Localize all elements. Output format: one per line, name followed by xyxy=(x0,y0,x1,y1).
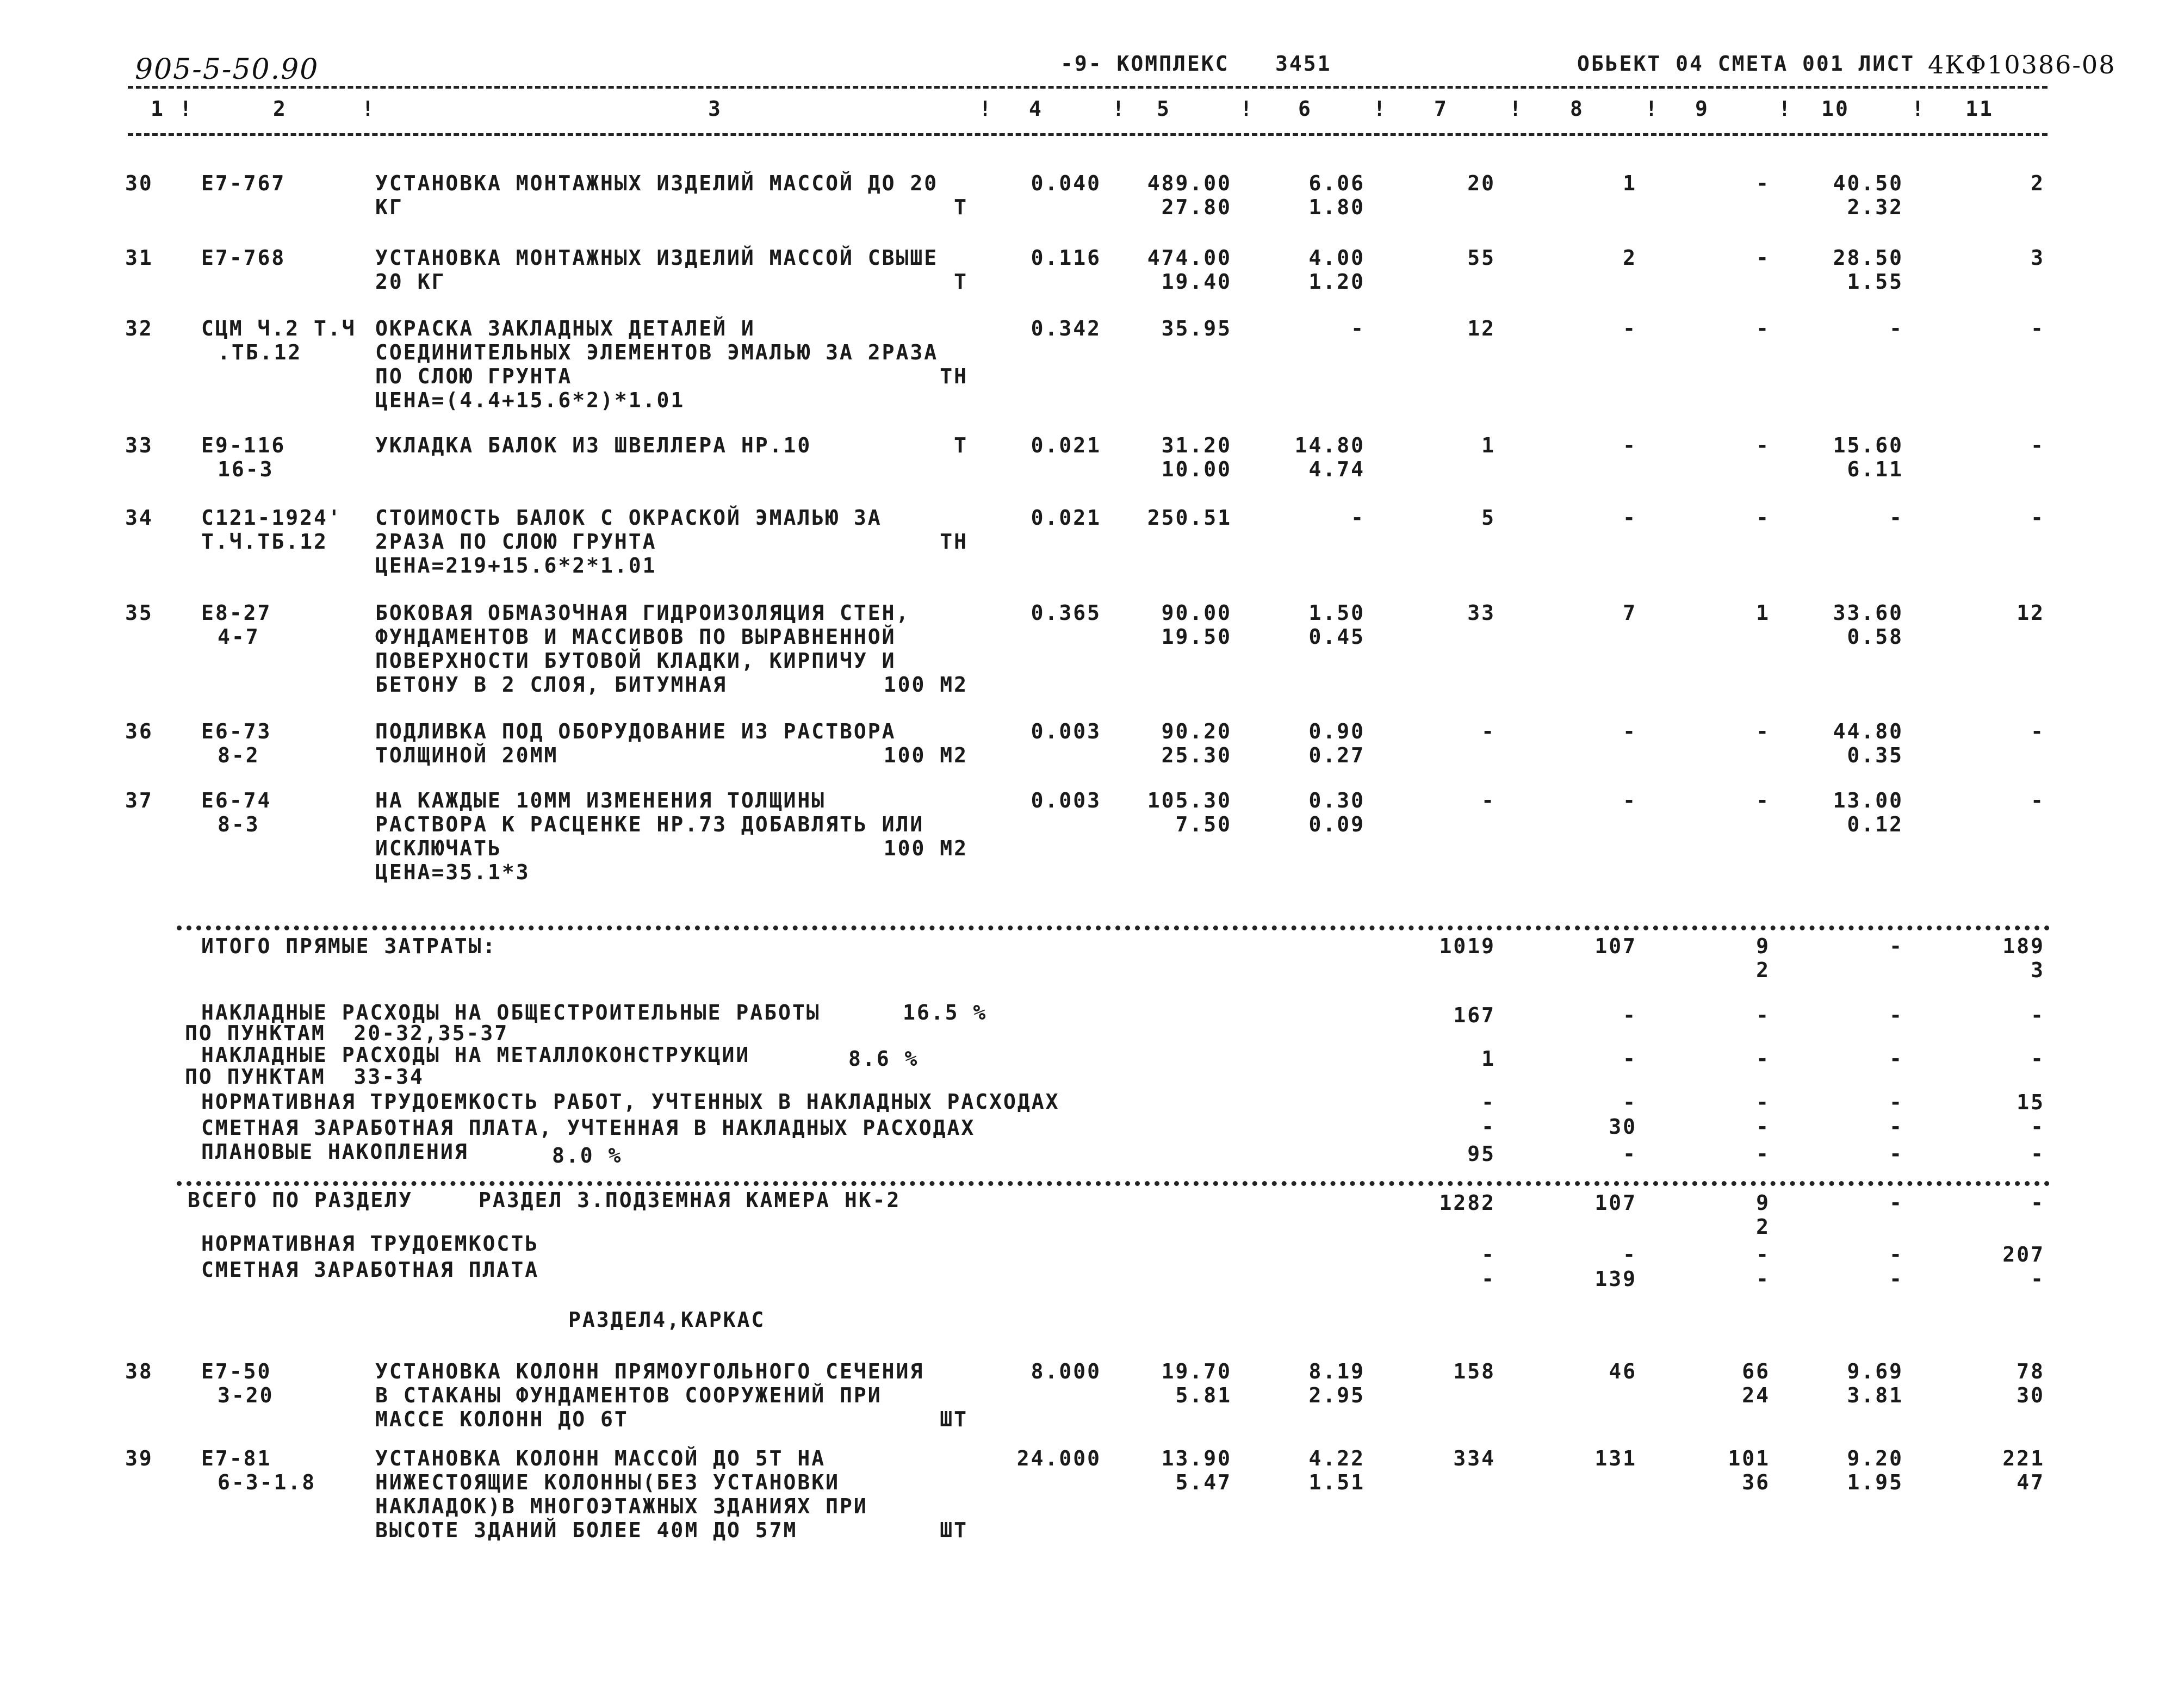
unit: 100 М2 xyxy=(883,743,968,767)
overhead-r5-col8: - xyxy=(1623,1142,1637,1166)
sheet-code: 4КФ10386-08 xyxy=(1928,50,2116,79)
column-separator: ! xyxy=(1509,97,1523,121)
col11-value: 3 xyxy=(2031,246,2045,270)
itogo-col9: 2 xyxy=(1756,958,1770,982)
col9-value: - xyxy=(1756,433,1770,457)
row-number: 30 xyxy=(125,171,153,195)
price-code: Е7-768 xyxy=(201,246,286,270)
overhead-r1-col10: - xyxy=(1889,1003,1903,1027)
price-code: Е7-767 xyxy=(201,171,286,195)
col10-value: 0.12 xyxy=(1847,812,1903,836)
itogo-col10: - xyxy=(1889,934,1903,958)
norm-r1-col9: - xyxy=(1756,1243,1770,1266)
price-code: СЦМ Ч.2 Т.Ч xyxy=(201,316,356,340)
work-description: ЦЕНА=35.1*3 xyxy=(375,860,530,884)
work-description: ТОЛЩИНОЙ 20ММ xyxy=(375,743,559,767)
quantity: 0.021 xyxy=(1031,433,1101,457)
column-header-1: 1 xyxy=(151,97,165,121)
overhead-line-2: ПО ПУНКТАМ 20-32,35-37 xyxy=(185,1021,509,1045)
col8-value: - xyxy=(1623,719,1637,743)
overhead-r1-col9: - xyxy=(1756,1003,1770,1027)
overhead-r5-col11: - xyxy=(2031,1142,2045,1166)
col6-value: 1.80 xyxy=(1308,195,1365,219)
col9-value: 24 xyxy=(1742,1383,1770,1407)
overhead-r4-col10: - xyxy=(1889,1115,1903,1139)
col8-value: - xyxy=(1623,506,1637,530)
row-number: 36 xyxy=(125,719,153,743)
col5-value: 19.50 xyxy=(1161,625,1232,649)
col11-value: - xyxy=(2031,788,2045,812)
overhead-r2-col10: - xyxy=(1889,1047,1903,1071)
quantity: 0.040 xyxy=(1031,171,1101,195)
overhead-line-4: ПО ПУНКТАМ 33-34 xyxy=(185,1065,424,1089)
price-code: 8-3 xyxy=(218,812,260,836)
col10-value: 3.81 xyxy=(1847,1383,1903,1407)
unit: ШТ xyxy=(940,1407,968,1431)
col10-value: 0.35 xyxy=(1847,743,1903,767)
col6-value: - xyxy=(1351,316,1365,340)
work-description: КГ xyxy=(375,195,404,219)
col6-value: 4.22 xyxy=(1308,1446,1365,1470)
unit: Т xyxy=(954,433,968,457)
col5-value: 90.00 xyxy=(1161,601,1232,625)
overhead-r1-col8: - xyxy=(1623,1003,1637,1027)
column-header-10: 10 xyxy=(1821,97,1850,121)
price-code: Т.Ч.ТБ.12 xyxy=(201,530,328,554)
col9-value: - xyxy=(1756,506,1770,530)
row-number: 32 xyxy=(125,316,153,340)
column-separator: ! xyxy=(1912,97,1926,121)
col11-value: 2 xyxy=(2031,171,2045,195)
unit: 100 М2 xyxy=(883,836,968,860)
overhead-r5-col9: - xyxy=(1756,1142,1770,1166)
quantity: 0.003 xyxy=(1031,788,1101,812)
quantity: 8.000 xyxy=(1031,1359,1101,1383)
work-description: ОКРАСКА ЗАКЛАДНЫХ ДЕТАЛЕЙ И xyxy=(375,316,755,340)
col5-value: 5.47 xyxy=(1175,1470,1232,1494)
price-code: 4-7 xyxy=(218,625,260,649)
col7-value: 33 xyxy=(1467,601,1496,625)
col7-value: 158 xyxy=(1453,1359,1496,1383)
col11-value: 30 xyxy=(2017,1383,2045,1407)
work-description: ПОДЛИВКА ПОД ОБОРУДОВАНИЕ ИЗ РАСТВОРА xyxy=(375,719,896,743)
unit: ТН xyxy=(940,530,968,554)
itogo-col11: 189 xyxy=(2002,934,2045,958)
overhead-r5-col10: - xyxy=(1889,1142,1903,1166)
col6-value: 14.80 xyxy=(1294,433,1365,457)
work-description: ПОВЕРХНОСТИ БУТОВОЙ КЛАДКИ, КИРПИЧУ И xyxy=(375,649,896,673)
col7-value: 20 xyxy=(1467,171,1496,195)
row-number: 37 xyxy=(125,788,153,812)
col11-value: 47 xyxy=(2017,1470,2045,1494)
col5-value: 35.95 xyxy=(1161,316,1232,340)
row-number: 38 xyxy=(125,1359,153,1383)
work-description: ПО СЛОЮ ГРУНТА xyxy=(375,364,573,388)
price-code: С121-1924' xyxy=(201,506,342,530)
col7-value: 334 xyxy=(1453,1446,1496,1470)
vsego-section: РАЗДЕЛ 3.ПОДЗЕМНАЯ КАМЕРА НК-2 xyxy=(479,1188,901,1212)
overhead-r4-col7: - xyxy=(1481,1115,1496,1139)
col9-value: 66 xyxy=(1742,1359,1770,1383)
column-header-8: 8 xyxy=(1570,97,1584,121)
row-number: 34 xyxy=(125,506,153,530)
col10-value: 13.00 xyxy=(1833,788,1903,812)
price-code: Е6-74 xyxy=(201,788,272,812)
column-header-9: 9 xyxy=(1695,97,1709,121)
norm-r2-col9: - xyxy=(1756,1267,1770,1291)
col7-value: 1 xyxy=(1481,433,1496,457)
complex-number: 3451 xyxy=(1275,52,1332,76)
work-description: ИСКЛЮЧАТЬ xyxy=(375,836,502,860)
col5-value: 5.81 xyxy=(1175,1383,1232,1407)
overhead-line-5: НОРМАТИВНАЯ ТРУДОЕМКОСТЬ РАБОТ, УЧТЕННЫХ В НАКЛАДНЫХ РАСХОДАХ xyxy=(201,1090,1060,1114)
unit: ТН xyxy=(940,364,968,388)
price-code: 8-2 xyxy=(218,743,260,767)
col9-value: - xyxy=(1756,246,1770,270)
norm-line-2: СМЕТНАЯ ЗАРАБОТНАЯ ПЛАТА xyxy=(201,1258,539,1282)
overhead-line-3: НАКЛАДНЫЕ РАСХОДЫ НА МЕТАЛЛОКОНСТРУКЦИИ xyxy=(201,1043,750,1067)
col5-value: 7.50 xyxy=(1175,812,1232,836)
norm-r2-col8: 139 xyxy=(1594,1267,1637,1291)
norm-r2-col10: - xyxy=(1889,1267,1903,1291)
col5-value: 19.40 xyxy=(1161,270,1232,294)
overhead-r1-col11: - xyxy=(2031,1003,2045,1027)
column-header-5: 5 xyxy=(1157,97,1171,121)
row-number: 31 xyxy=(125,246,153,270)
col9-value: - xyxy=(1756,316,1770,340)
col6-value: 1.50 xyxy=(1308,601,1365,625)
overhead-r4-col8: 30 xyxy=(1609,1115,1637,1139)
work-description: 20 КГ xyxy=(375,270,446,294)
column-header-4: 4 xyxy=(1029,97,1043,121)
header-rule-top xyxy=(128,86,2047,89)
col6-value: 4.00 xyxy=(1308,246,1365,270)
col5-value: 13.90 xyxy=(1161,1446,1232,1470)
column-separator: ! xyxy=(1778,97,1792,121)
col6-value: 6.06 xyxy=(1308,171,1365,195)
col8-value: - xyxy=(1623,316,1637,340)
col9-value: 1 xyxy=(1756,601,1770,625)
col10-value: 6.11 xyxy=(1847,457,1903,481)
itogo-label: ИТОГО ПРЯМЫЕ ЗАТРАТЫ: xyxy=(201,934,497,958)
work-description: СОЕДИНИТЕЛЬНЫХ ЭЛЕМЕНТОВ ЭМАЛЬЮ ЗА 2РАЗА xyxy=(375,340,939,364)
unit: Т xyxy=(954,195,968,219)
work-description: НИЖЕСТОЯЩИЕ КОЛОННЫ(БЕЗ УСТАНОВКИ xyxy=(375,1470,840,1494)
col10-value: 1.55 xyxy=(1847,270,1903,294)
col5-value: 19.70 xyxy=(1161,1359,1232,1383)
overhead-r3-col10: - xyxy=(1889,1090,1903,1114)
overhead-r3-col7: - xyxy=(1481,1090,1496,1114)
work-description: 2РАЗА ПО СЛОЮ ГРУНТА xyxy=(375,530,657,554)
col10-value: - xyxy=(1889,506,1903,530)
overhead-line-1: НАКЛАДНЫЕ РАСХОДЫ НА ОБЩЕСТРОИТЕЛЬНЫЕ РАБОТЫ xyxy=(201,1001,821,1024)
overhead-r4-col9: - xyxy=(1756,1115,1770,1139)
overhead-r2-col9: - xyxy=(1756,1047,1770,1071)
norm-r1-col11: 207 xyxy=(2002,1243,2045,1266)
column-header-2: 2 xyxy=(273,97,287,121)
overhead-pct-3: 8.6 % xyxy=(848,1047,919,1071)
col10-value: 15.60 xyxy=(1833,433,1903,457)
work-description: БЕТОНУ В 2 СЛОЯ, БИТУМНАЯ xyxy=(375,673,727,697)
overhead-r2-col8: - xyxy=(1623,1047,1637,1071)
col5-value: 250.51 xyxy=(1147,506,1232,530)
price-code: Е6-73 xyxy=(201,719,272,743)
col9-value: - xyxy=(1756,171,1770,195)
col8-value: 2 xyxy=(1623,246,1637,270)
col9-value: 101 xyxy=(1728,1446,1770,1470)
norm-r1-col8: - xyxy=(1623,1243,1637,1266)
work-description: ФУНДАМЕНТОВ И МАССИВОВ ПО ВЫРАВНЕННОЙ xyxy=(375,625,896,649)
work-description: УКЛАДКА БАЛОК ИЗ ШВЕЛЛЕРА НР.10 xyxy=(375,433,812,457)
column-header-6: 6 xyxy=(1298,97,1312,121)
col7-value: - xyxy=(1481,788,1496,812)
col8-value: - xyxy=(1623,433,1637,457)
col10-value: 9.69 xyxy=(1847,1359,1903,1383)
column-separator: ! xyxy=(1645,97,1659,121)
price-code: Е7-50 xyxy=(201,1359,272,1383)
itogo-col7: 1019 xyxy=(1439,934,1496,958)
column-separator: ! xyxy=(979,97,993,121)
price-code: Е8-27 xyxy=(201,601,272,625)
col10-value: - xyxy=(1889,316,1903,340)
quantity: 0.116 xyxy=(1031,246,1101,270)
overhead-line-6: СМЕТНАЯ ЗАРАБОТНАЯ ПЛАТА, УЧТЕННАЯ В НАКЛАДНЫХ РАСХОДАХ xyxy=(201,1116,976,1140)
price-code: .ТБ.12 xyxy=(218,340,302,364)
col6-value: 0.90 xyxy=(1308,719,1365,743)
quantity: 0.365 xyxy=(1031,601,1101,625)
col6-value: 8.19 xyxy=(1308,1359,1365,1383)
overhead-r3-col9: - xyxy=(1756,1090,1770,1114)
price-code: 3-20 xyxy=(218,1383,274,1407)
col7-value: 5 xyxy=(1481,506,1496,530)
work-description: УСТАНОВКА МОНТАЖНЫХ ИЗДЕЛИЙ МАССОЙ СВЫШЕ xyxy=(375,246,939,270)
norm-r1-col7: - xyxy=(1481,1243,1496,1266)
column-separator: ! xyxy=(1373,97,1387,121)
col10-value: 9.20 xyxy=(1847,1446,1903,1470)
work-description: РАСТВОРА К РАСЦЕНКЕ НР.73 ДОБАВЛЯТЬ ИЛИ xyxy=(375,812,925,836)
handwritten-project-code: 905-5-50.90 xyxy=(135,53,319,86)
col11-value: - xyxy=(2031,719,2045,743)
col6-value: 0.09 xyxy=(1308,812,1365,836)
object-estimate-sheet: ОБЬЕКТ 04 СМЕТА 001 ЛИСТ xyxy=(1577,52,1915,76)
work-description: БОКОВАЯ ОБМАЗОЧНАЯ ГИДРОИЗОЛЯЦИЯ СТЕН, xyxy=(375,601,910,625)
overhead-r3-col8: - xyxy=(1623,1090,1637,1114)
col5-value: 489.00 xyxy=(1147,171,1232,195)
col6-value: - xyxy=(1351,506,1365,530)
col9-value: - xyxy=(1756,719,1770,743)
work-description: МАССЕ КОЛОНН ДО 6Т xyxy=(375,1407,629,1431)
column-separator: ! xyxy=(1112,97,1126,121)
price-code: Е7-81 xyxy=(201,1446,272,1470)
column-separator: ! xyxy=(1240,97,1254,121)
work-description: ВЫСОТЕ ЗДАНИЙ БОЛЕЕ 40М ДО 57М xyxy=(375,1518,798,1542)
col11-value: - xyxy=(2031,506,2045,530)
col8-value: - xyxy=(1623,788,1637,812)
col5-value: 105.30 xyxy=(1147,788,1232,812)
col11-value: 12 xyxy=(2017,601,2045,625)
column-header-3: 3 xyxy=(708,97,722,121)
work-description: ЦЕНА=(4.4+15.6*2)*1.01 xyxy=(375,388,685,412)
overhead-r1-col7: 167 xyxy=(1453,1003,1496,1027)
col6-value: 2.95 xyxy=(1308,1383,1365,1407)
work-description: НА КАЖДЫЕ 10ММ ИЗМЕНЕНИЯ ТОЛЩИНЫ xyxy=(375,788,826,812)
col10-value: 44.80 xyxy=(1833,719,1903,743)
work-description: УСТАНОВКА КОЛОНН МАССОЙ ДО 5Т НА xyxy=(375,1446,826,1470)
work-description: НАКЛАДОК)В МНОГОЭТАЖНЫХ ЗДАНИЯХ ПРИ xyxy=(375,1494,868,1518)
column-header-7: 7 xyxy=(1434,97,1448,121)
overhead-r5-col7: 95 xyxy=(1467,1142,1496,1166)
work-description: УСТАНОВКА КОЛОНН ПРЯМОУГОЛЬНОГО СЕЧЕНИЯ xyxy=(375,1359,925,1383)
overhead-line-7: ПЛАНОВЫЕ НАКОПЛЕНИЯ xyxy=(201,1140,469,1164)
norm-r2-col7: - xyxy=(1481,1267,1496,1291)
col8-value: 1 xyxy=(1623,171,1637,195)
work-description: СТОИМОСТЬ БАЛОК С ОКРАСКОЙ ЭМАЛЬЮ ЗА xyxy=(375,506,882,530)
col7-value: - xyxy=(1481,719,1496,743)
unit: Т xyxy=(954,270,968,294)
col5-value: 10.00 xyxy=(1161,457,1232,481)
quantity: 0.021 xyxy=(1031,506,1101,530)
col6-value: 0.45 xyxy=(1308,625,1365,649)
column-separator: ! xyxy=(179,97,194,121)
section-4-title: РАЗДЕЛ4,КАРКАС xyxy=(568,1308,766,1332)
overhead-r4-col11: - xyxy=(2031,1115,2045,1139)
row-number: 35 xyxy=(125,601,153,625)
col6-value: 1.20 xyxy=(1308,270,1365,294)
col10-value: 2.32 xyxy=(1847,195,1903,219)
header-rule-bottom xyxy=(128,133,2047,136)
col5-value: 27.80 xyxy=(1161,195,1232,219)
overhead-r2-col11: - xyxy=(2031,1047,2045,1071)
unit: 100 М2 xyxy=(883,673,968,697)
col6-value: 0.30 xyxy=(1308,788,1365,812)
vsego-col9: 2 xyxy=(1756,1215,1770,1239)
norm-r1-col10: - xyxy=(1889,1243,1903,1266)
quantity: 24.000 xyxy=(1016,1446,1101,1470)
itogo-col9: 9 xyxy=(1756,934,1770,958)
row-number: 33 xyxy=(125,433,153,457)
column-header-11: 11 xyxy=(1965,97,1994,121)
col8-value: 131 xyxy=(1594,1446,1637,1470)
col7-value: 55 xyxy=(1467,246,1496,270)
col9-value: - xyxy=(1756,788,1770,812)
price-code: Е9-116 xyxy=(201,433,286,457)
col8-value: 46 xyxy=(1609,1359,1637,1383)
col10-value: 28.50 xyxy=(1833,246,1903,270)
vsego-col8: 107 xyxy=(1594,1191,1637,1215)
norm-line-1: НОРМАТИВНАЯ ТРУДОЕМКОСТЬ xyxy=(201,1232,539,1256)
work-description: УСТАНОВКА МОНТАЖНЫХ ИЗДЕЛИЙ МАССОЙ ДО 20 xyxy=(375,171,939,195)
col5-value: 474.00 xyxy=(1147,246,1232,270)
col11-value: 78 xyxy=(2017,1359,2045,1383)
col10-value: 40.50 xyxy=(1833,171,1903,195)
dotted-separator-2 xyxy=(177,1181,2050,1186)
col6-value: 1.51 xyxy=(1308,1470,1365,1494)
col11-value: 221 xyxy=(2002,1446,2045,1470)
quantity: 0.342 xyxy=(1031,316,1101,340)
col10-value: 0.58 xyxy=(1847,625,1903,649)
price-code: 16-3 xyxy=(218,457,274,481)
col5-value: 90.20 xyxy=(1161,719,1232,743)
page-complex-label: -9- КОМПЛЕКС xyxy=(1060,52,1230,76)
vsego-col11: - xyxy=(2031,1191,2045,1215)
price-code: 6-3-1.8 xyxy=(218,1470,317,1494)
column-separator: ! xyxy=(362,97,376,121)
vsego-col10: - xyxy=(1889,1191,1903,1215)
work-description: В СТАКАНЫ ФУНДАМЕНТОВ СООРУЖЕНИЙ ПРИ xyxy=(375,1383,882,1407)
overhead-r2-col7: 1 xyxy=(1481,1047,1496,1071)
vsego-col9: 9 xyxy=(1756,1191,1770,1215)
itogo-col11: 3 xyxy=(2031,958,2045,982)
overhead-r3-col11: 15 xyxy=(2017,1090,2045,1114)
overhead-pct-7: 8.0 % xyxy=(552,1144,623,1167)
col10-value: 33.60 xyxy=(1833,601,1903,625)
col10-value: 1.95 xyxy=(1847,1470,1903,1494)
col5-value: 31.20 xyxy=(1161,433,1232,457)
vsego-col7: 1282 xyxy=(1439,1191,1496,1215)
row-number: 39 xyxy=(125,1446,153,1470)
itogo-col8: 107 xyxy=(1594,934,1637,958)
norm-r2-col11: - xyxy=(2031,1267,2045,1291)
work-description: ЦЕНА=219+15.6*2*1.01 xyxy=(375,554,657,577)
col6-value: 4.74 xyxy=(1308,457,1365,481)
overhead-pct-1: 16.5 % xyxy=(903,1001,988,1024)
col6-value: 0.27 xyxy=(1308,743,1365,767)
col7-value: 12 xyxy=(1467,316,1496,340)
col8-value: 7 xyxy=(1623,601,1637,625)
unit: ШТ xyxy=(940,1518,968,1542)
vsego-label: ВСЕГО ПО РАЗДЕЛУ xyxy=(188,1188,413,1212)
col11-value: - xyxy=(2031,316,2045,340)
col5-value: 25.30 xyxy=(1161,743,1232,767)
dotted-separator xyxy=(177,925,2050,930)
quantity: 0.003 xyxy=(1031,719,1101,743)
col9-value: 36 xyxy=(1742,1470,1770,1494)
col11-value: - xyxy=(2031,433,2045,457)
